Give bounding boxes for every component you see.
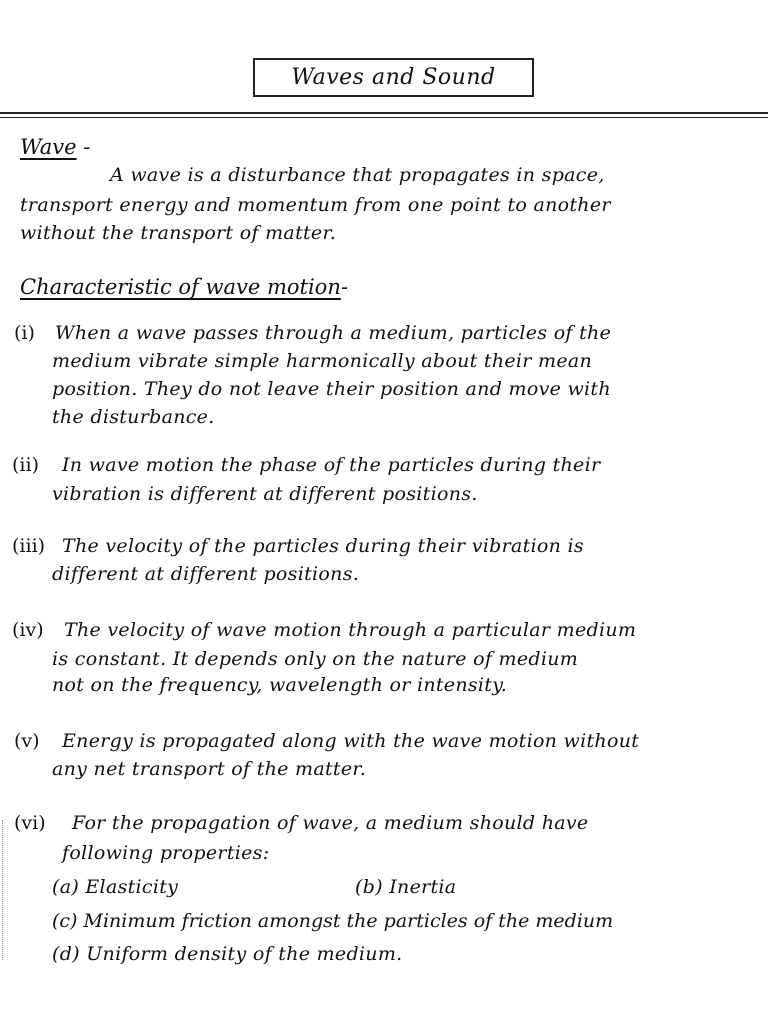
wave-definition-line-1: A wave is a disturbance that propagates in space, [110, 164, 605, 186]
item-ii-number: (ii) [12, 454, 39, 476]
item-i-line-3: position. They do not leave their position and move with [52, 378, 611, 400]
property-b: (b) Inertia [355, 876, 457, 898]
wave-definition-line-3: without the transport of matter. [20, 222, 337, 244]
item-iii-line-2: different at different positions. [52, 563, 360, 585]
property-c: (c) Minimum friction amongst the particles of the medium [52, 910, 614, 932]
item-vi-line-1: For the propagation of wave, a medium should have [72, 812, 589, 834]
characteristics-heading-row [20, 275, 348, 299]
item-i-number: (i) [14, 322, 35, 344]
item-ii-line-1: In wave motion the phase of the particles during their [62, 454, 601, 476]
item-iii-line-1: The velocity of the particles during their vibration is [62, 535, 584, 557]
wave-heading: Wave [20, 135, 77, 159]
item-iii-number: (iii) [12, 535, 46, 557]
item-i-line-1: When a wave passes through a medium, particles of the [55, 322, 612, 344]
wave-heading-dash: - [83, 135, 91, 159]
item-iv-number: (iv) [12, 619, 44, 641]
title-rule-thick [0, 112, 768, 114]
characteristics-heading: Characteristic of wave motion [20, 275, 341, 299]
item-iv-line-1: The velocity of wave motion through a particular medium [64, 619, 637, 641]
item-i-line-4: the disturbance. [52, 406, 215, 428]
wave-definition-line-2: transport energy and momentum from one point to another [20, 194, 611, 216]
margin-dotted-line [2, 820, 5, 960]
property-a: (a) Elasticity [52, 876, 179, 898]
item-ii-line-2: vibration is different at different positions. [52, 483, 478, 505]
item-vi-number: (vi) [14, 812, 46, 834]
property-d: (d) Uniform density of the medium. [52, 943, 403, 965]
page-title: Waves and Sound [253, 58, 534, 97]
item-vi-line-2: following properties: [62, 842, 270, 864]
item-i-line-2: medium vibrate simple harmonically about their mean [52, 350, 593, 372]
item-iv-line-3: not on the frequency, wavelength or intensity. [52, 674, 508, 696]
item-v-line-1: Energy is propagated along with the wave motion without [62, 730, 640, 752]
item-v-number: (v) [14, 730, 40, 752]
characteristics-heading-dash: - [340, 275, 348, 299]
item-v-line-2: any net transport of the matter. [52, 758, 367, 780]
wave-heading-row [20, 135, 90, 159]
item-iv-line-2: is constant. It depends only on the nature of medium [52, 648, 579, 670]
title-rule-thin [0, 117, 768, 118]
